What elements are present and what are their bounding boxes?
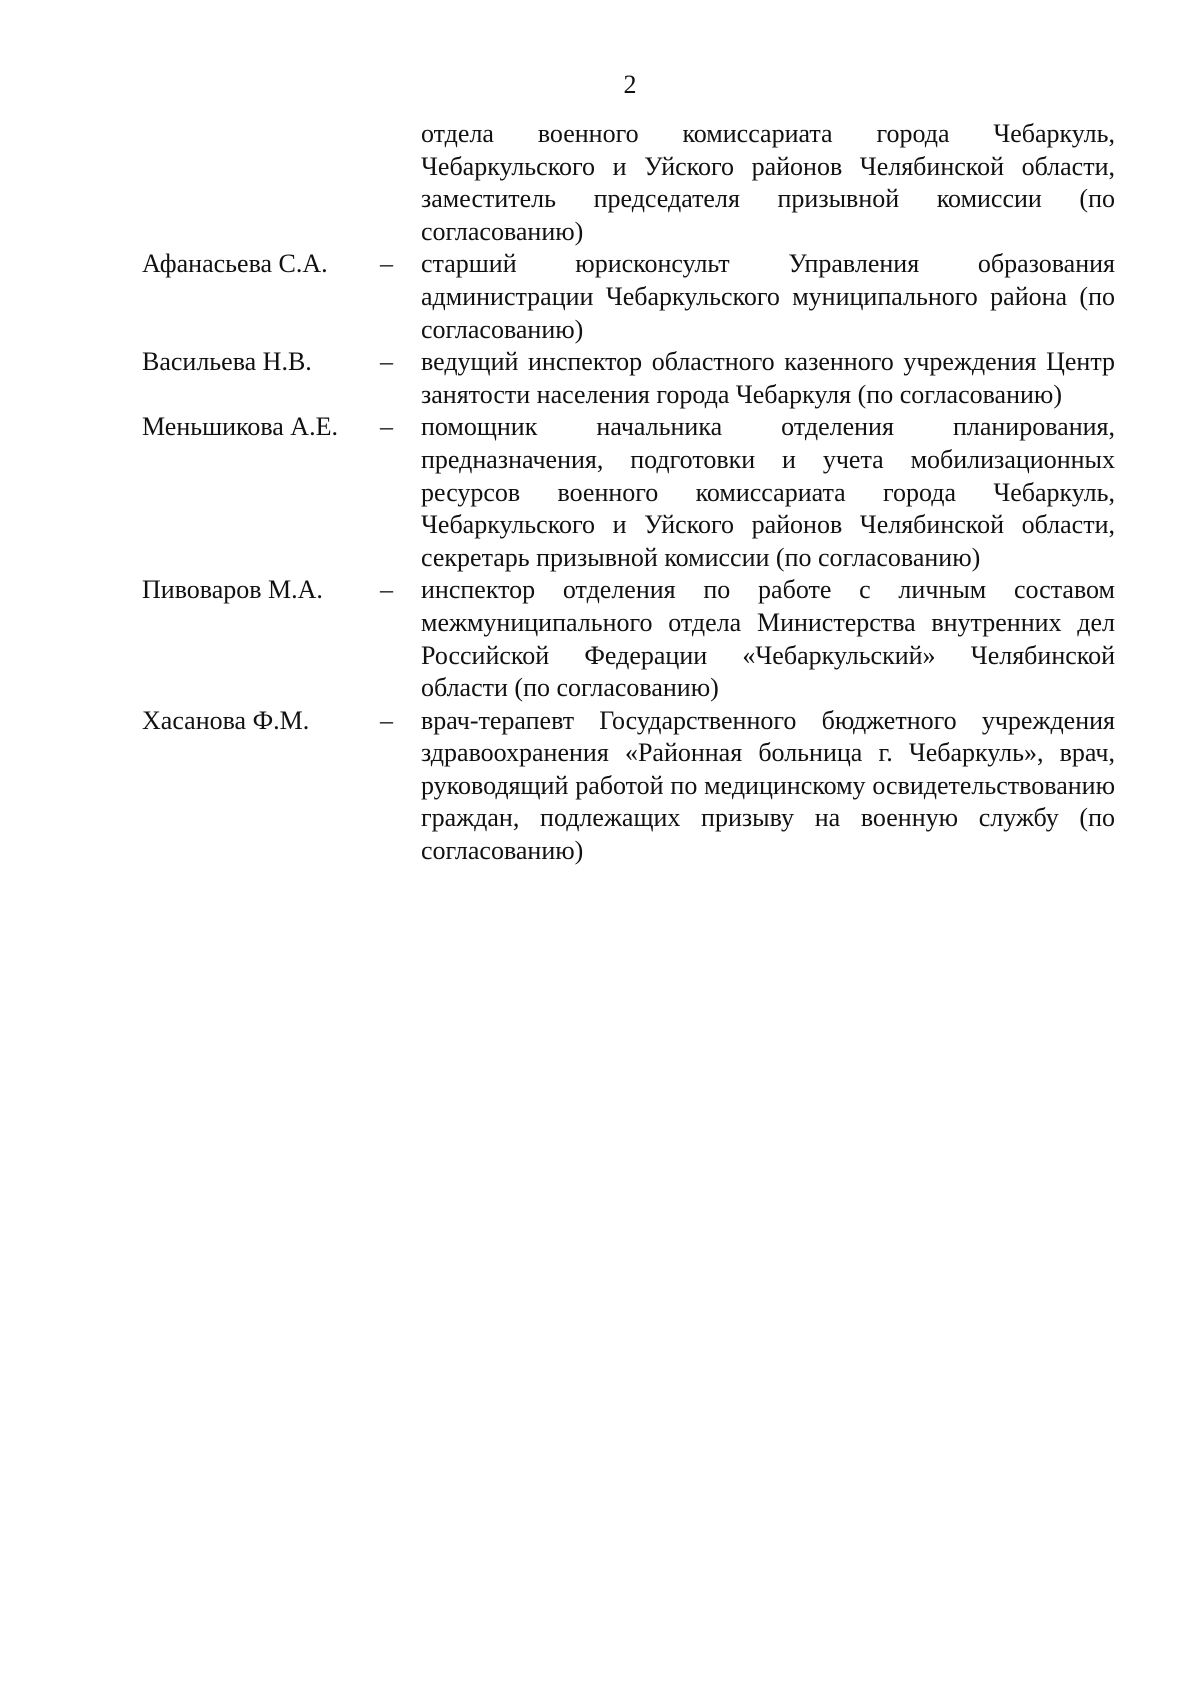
member-name: Пивоваров М.А. bbox=[142, 575, 323, 605]
member-entry bbox=[142, 346, 1117, 411]
member-description: ведущий инспектор областного казенного учреждения Центр занятости населения города Чебаркуля (по согласованию) bbox=[421, 347, 1115, 409]
member-description: старший юрисконсульт Управления образования администрации Чебаркульского муниципального района (по согласованию) bbox=[421, 249, 1115, 344]
member-description: инспектор отделения по работе с личным составом межмуниципального отдела Министерства внутренних дел Российской Федерации «Чебаркульский» Челябинской области (по согласованию) bbox=[421, 575, 1115, 703]
member-dash: – bbox=[380, 249, 393, 279]
member-description: врач-терапевт Государственного бюджетного учреждения здравоохранения «Районная больница г. Чебаркуль», врач, руководящий работой по медицинскому освидетельствованию граждан, подлежащих призыву на военную службу (по согласованию) bbox=[421, 705, 1115, 866]
member-dash: – bbox=[380, 347, 393, 377]
commission-roster bbox=[142, 118, 1117, 868]
member-dash: – bbox=[380, 705, 393, 735]
page-number: 2 bbox=[623, 70, 637, 99]
member-entry bbox=[142, 574, 1117, 704]
member-entry bbox=[142, 705, 1117, 868]
member-name: Меньшикова А.Е. bbox=[142, 412, 338, 442]
member-entry bbox=[142, 411, 1117, 574]
continuation-description: отдела военного комиссариата города Чебаркуль, Чебаркульского и Уйского районов Челябинской области, заместитель председателя призывной комиссии (по согласованию) bbox=[421, 119, 1115, 246]
member-description: помощник начальника отделения планирования, предназначения, подготовки и учета мобилизационных ресурсов военного комиссариата города Чебаркуль, Чебаркульского и Уйского районов Челябинской области, секретарь призывной комиссии (по согласованию) bbox=[421, 412, 1115, 572]
member-dash: – bbox=[380, 412, 393, 442]
continuation-entry bbox=[142, 118, 1117, 248]
member-entry bbox=[142, 248, 1117, 346]
member-dash: – bbox=[380, 575, 393, 605]
member-name: Афанасьева С.А. bbox=[142, 249, 328, 279]
member-name: Хасанова Ф.М. bbox=[142, 705, 310, 735]
member-name: Васильева Н.В. bbox=[142, 347, 312, 377]
